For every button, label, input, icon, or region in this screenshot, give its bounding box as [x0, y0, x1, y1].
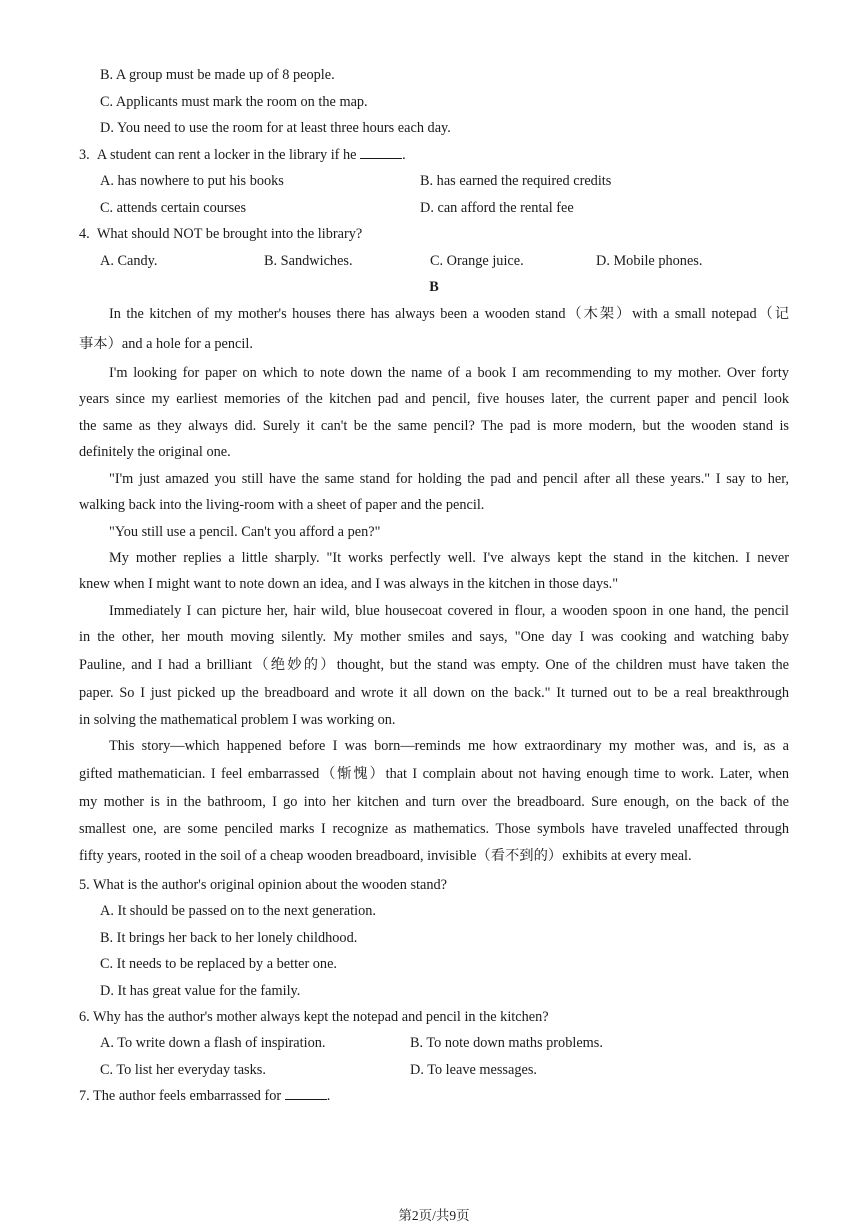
passage-line: walking back into the living-room with a sheet of paper and the pencil.: [79, 497, 485, 513]
passage-line: Pauline, and I had a brilliant（绝妙的）thought, but the stand was empty. One of the children must have taken the: [79, 657, 789, 673]
q6-option-d: D. To leave messages.: [410, 1062, 537, 1078]
q5-option-a: A. It should be passed on to the next generation.: [100, 903, 376, 919]
q7-stem-end: .: [326, 1088, 331, 1104]
page-number: 第2页/共9页: [398, 1208, 470, 1223]
q3-option-a: A. has nowhere to put his books: [100, 173, 284, 189]
passage-line: paper. So I just picked up the breadboard and wrote it all down on the back." It turned out to be a real breakthrough: [79, 685, 789, 701]
q5-stem: 5. What is the author's original opinion about the wooden stand?: [79, 877, 448, 893]
passage-line: in the other, her mouth moving silently. My mother smiles and says, "One day I was cooking and watching baby: [79, 629, 789, 645]
passage-line: definitely the original one.: [79, 444, 231, 460]
q3-option-c: C. attends certain courses: [100, 200, 247, 216]
passage-line: My mother replies a little sharply. "It works perfectly well. I've always kept the stand in the kitchen. I never: [109, 550, 789, 566]
passage-line: This story—which happened before I was born—reminds me how extraordinary my mother was, and is, as a: [109, 738, 789, 754]
q6-stem: 6. Why has the author's mother always kept the notepad and pencil in the kitchen?: [79, 1009, 549, 1025]
q6-option-a: A. To write down a flash of inspiration.: [100, 1035, 326, 1051]
q5-option-c: C. It needs to be replaced by a better one.: [100, 956, 337, 972]
q2-option-b: B. A group must be made up of 8 people.: [100, 67, 335, 83]
q3-stem-text: 3. A student can rent a locker in the library if he: [79, 147, 357, 163]
passage-line: I'm looking for paper on which to note down the name of a book I am recommending to my mother. Over forty: [109, 365, 789, 381]
passage-line: "You still use a pencil. Can't you afford a pen?": [109, 524, 381, 540]
section-title: B: [429, 279, 439, 295]
q2-option-d: D. You need to use the room for at least three hours each day.: [100, 120, 451, 136]
q6-option-c: C. To list her everyday tasks.: [100, 1062, 266, 1078]
passage-line: the same as they always did. Surely it can't be the same pencil? The pad is more modern, but the wooden stand is: [79, 418, 789, 434]
q3-option-d: D. can afford the rental fee: [420, 200, 574, 216]
passage-line: fifty years, rooted in the soil of a cheap wooden breadboard, invisible（看不到的）exhibits at every meal.: [79, 848, 692, 864]
q7-stem: [79, 1087, 330, 1105]
q4-option-b: B. Sandwiches.: [264, 253, 353, 269]
q2-option-c: C. Applicants must mark the room on the map.: [100, 94, 368, 110]
q4-option-c: C. Orange juice.: [430, 253, 524, 269]
passage-line: gifted mathematician. I feel embarrassed（惭愧）that I complain about not having enough time to work. Later, when: [79, 766, 789, 782]
q3-option-b: B. has earned the required credits: [420, 173, 612, 189]
q7-stem-text: 7. The author feels embarrassed for: [79, 1088, 282, 1104]
passage-line: 事本）and a hole for a pencil.: [79, 336, 253, 352]
answer-blank: [285, 1087, 327, 1100]
q5-option-d: D. It has great value for the family.: [100, 983, 301, 999]
passage-line: in solving the mathematical problem I was working on.: [79, 712, 396, 728]
passage-line: years since my earliest memories of the kitchen pad and pencil, five houses later, the current paper and pencil look: [79, 391, 789, 407]
q4-stem: 4. What should NOT be brought into the library?: [79, 226, 363, 242]
answer-blank: [360, 146, 402, 159]
passage-line: smallest one, are some penciled marks I recognize as mathematics. Those symbols have traveled unaffected through: [79, 821, 789, 837]
q6-option-b: B. To note down maths problems.: [410, 1035, 603, 1051]
passage-line: Immediately I can picture her, hair wild, blue housecoat covered in flour, a wooden spoon in one hand, the pencil: [109, 603, 789, 619]
q4-option-a: A. Candy.: [100, 253, 158, 269]
q5-option-b: B. It brings her back to her lonely childhood.: [100, 930, 358, 946]
q3-stem-end: .: [402, 147, 406, 163]
q3-stem: [79, 146, 406, 164]
passage-line: knew when I might want to note down an idea, and I was always in the kitchen in those days.": [79, 576, 619, 592]
passage-line: my mother is in the bathroom, I go into her kitchen and turn over the breadboard. Sure enough, on the back of the: [79, 794, 789, 810]
passage-line: In the kitchen of my mother's houses there has always been a wooden stand（木架）with a small notepad（记: [109, 306, 789, 322]
q4-option-d: D. Mobile phones.: [596, 253, 703, 269]
passage-line: "I'm just amazed you still have the same stand for holding the pad and pencil after all these years." I say to her,: [109, 471, 789, 487]
